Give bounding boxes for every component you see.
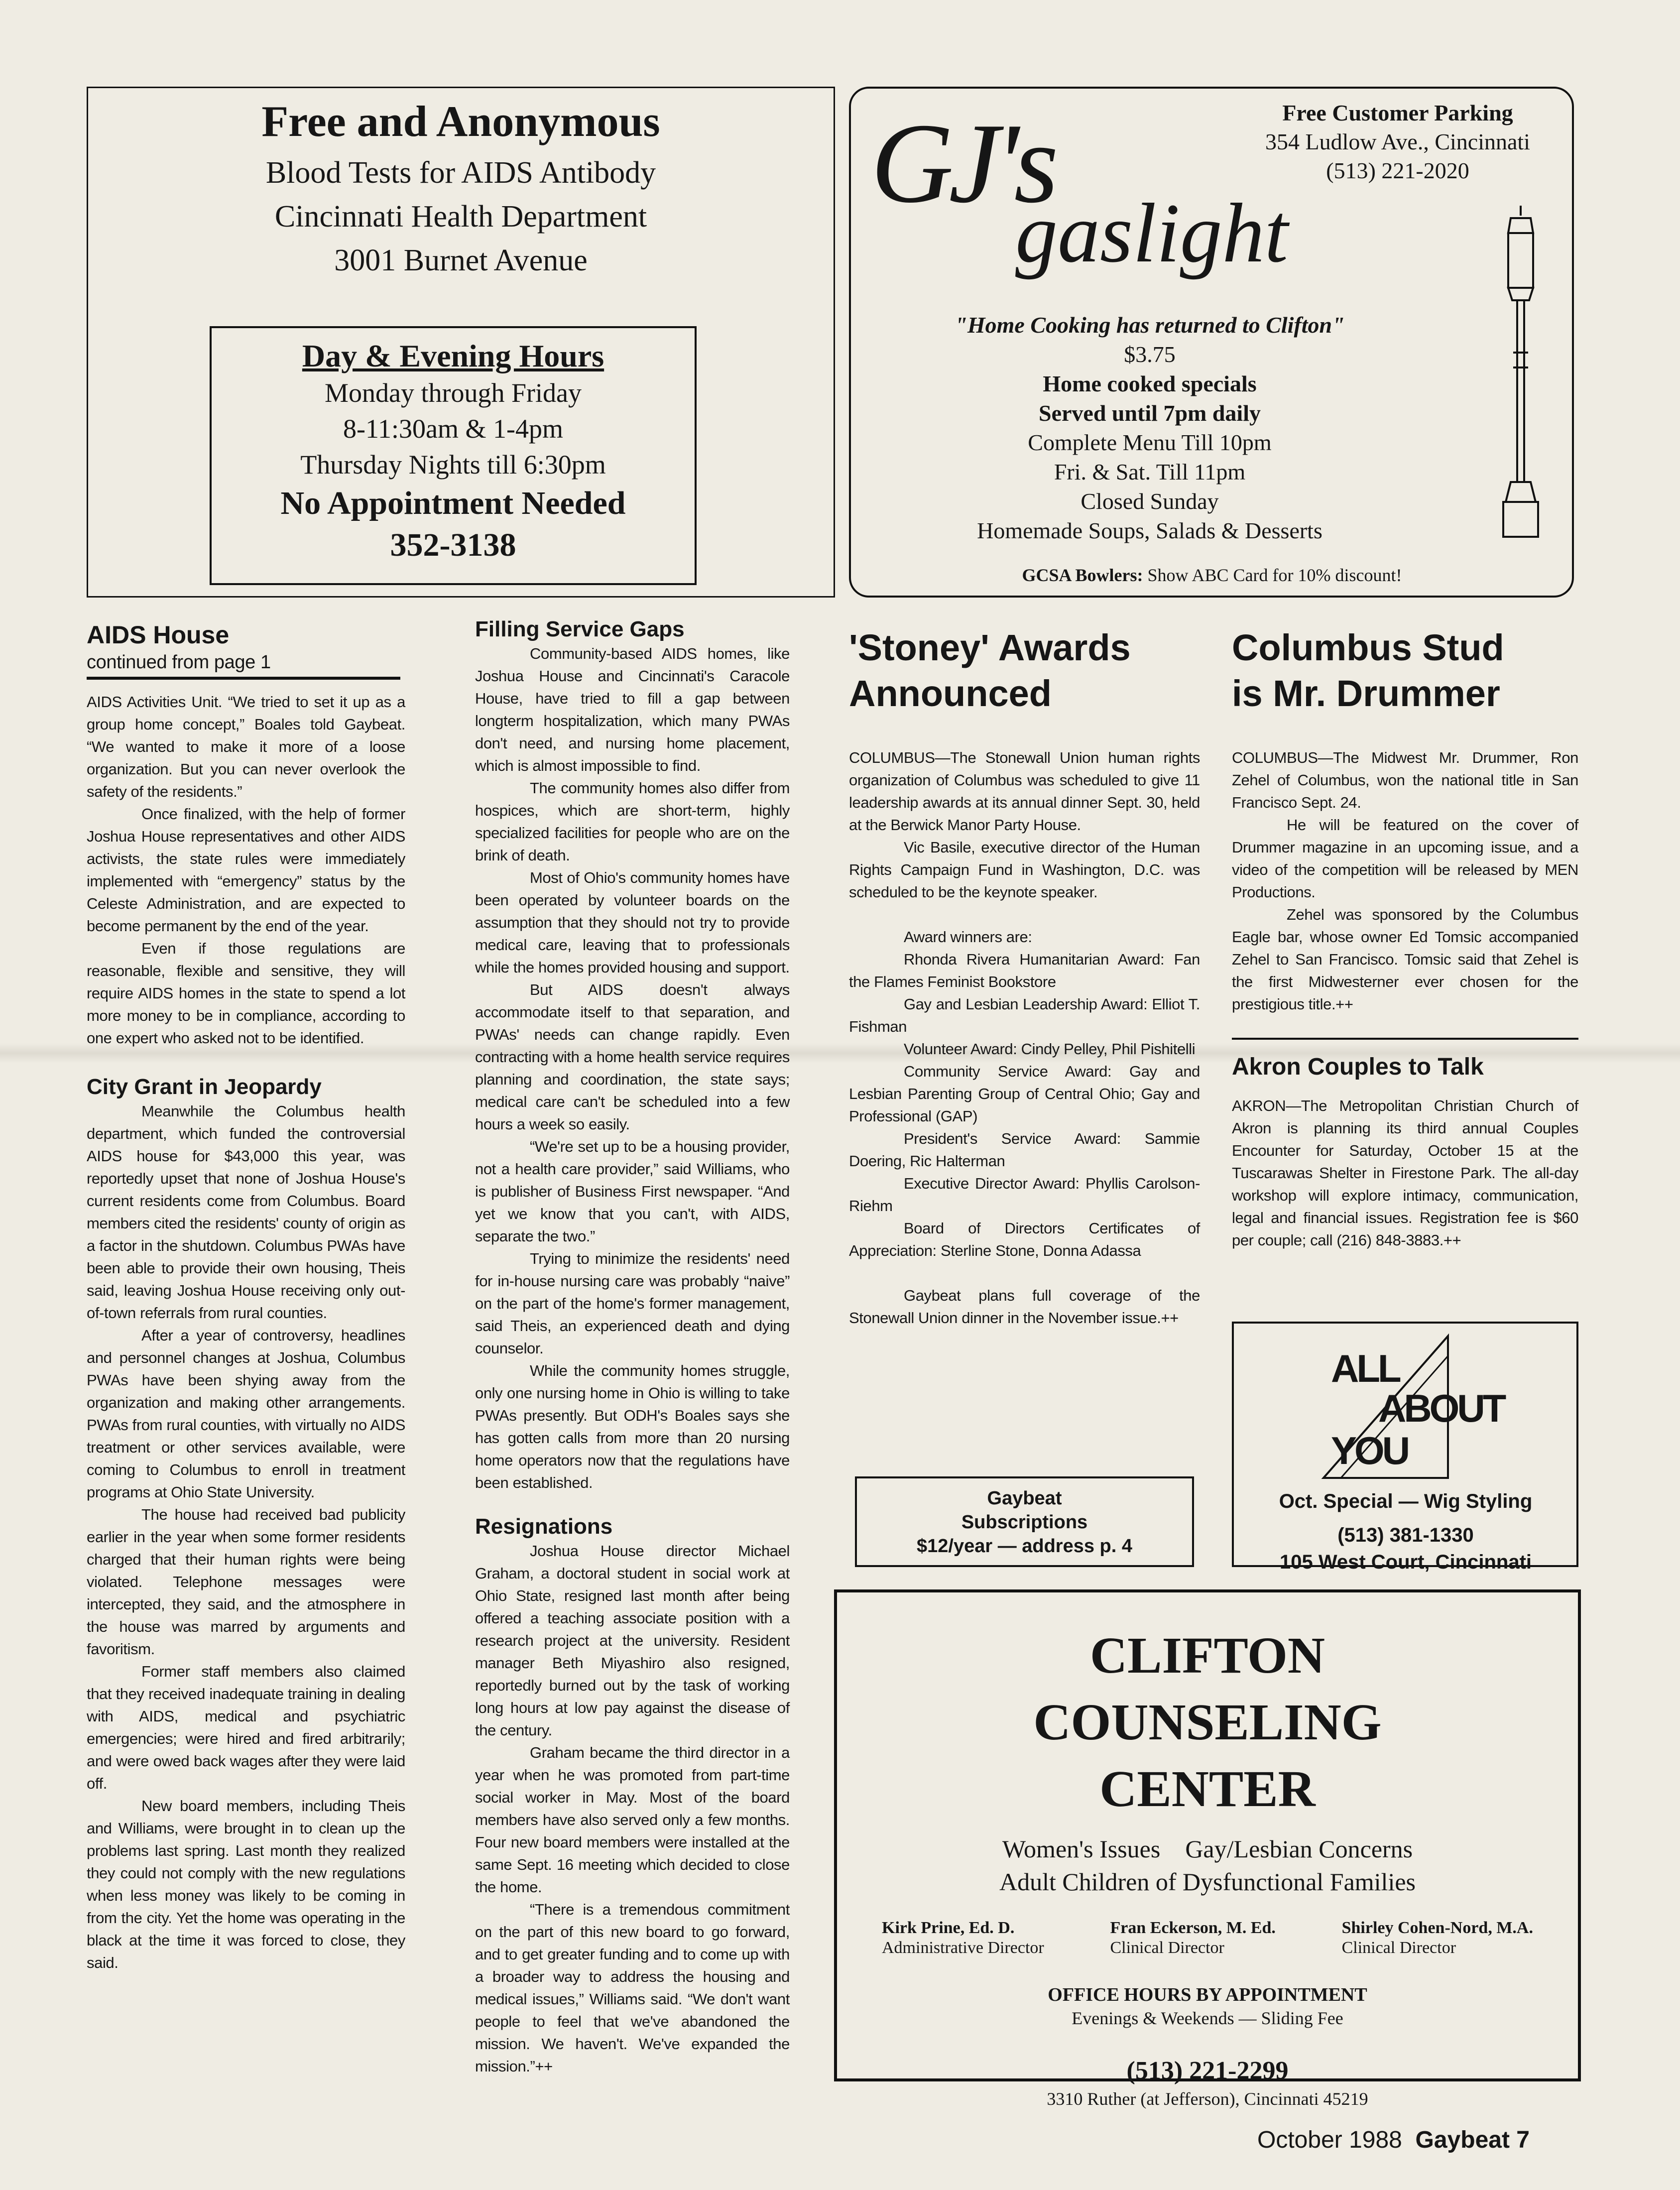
headline: Akron Couples to Talk (1232, 1054, 1484, 1080)
staff-member (882, 1918, 1044, 1958)
paragraph: Former staff members also claimed that they received inadequate training in dealing with AIDS, medical and psychiatric emergencies; were hired and fired arbitrarily; and were owed back wages after they were laid off. (87, 1663, 405, 1792)
address: 105 West Court, Cincinnati (1279, 1551, 1532, 1573)
paragraph: Joshua House director Michael Graham, a doctoral student in social work at Ohio State, resigned last month after being offered a teaching associate position with a research project at the university. Resident manager Beth Miyashiro also resigned, reportedly burned out by the task of working long hours at low pay against the disease of the century. (475, 1542, 790, 1739)
price: $3.75 (1124, 342, 1176, 367)
tagline: "Home Cooking has returned to Clifton" (955, 312, 1345, 338)
center-name: COUNSELING (1033, 1694, 1382, 1751)
page-number: 7 (1516, 2127, 1530, 2153)
award-item: Rhonda Rivera Humanitarian Award: Fan the Flames Feminist Bookstore (849, 951, 1200, 990)
subheadline: Filling Service Gaps (475, 617, 685, 641)
paragraph: Even if those regulations are reasonable, flexible and sensitive, they will require AIDS homes in the state to spend a lot more money to be in compliance, according to one expert who asked not to be identified. (87, 940, 405, 1047)
logo-text: ABOUT (1378, 1386, 1504, 1430)
headline: AIDS House (87, 621, 230, 649)
award-item: Gay and Lesbian Leadership Award: Elliot T. Fishman (849, 995, 1200, 1035)
parking-text: Free Customer Parking (1282, 100, 1513, 125)
bowlers-label: GCSA Bowlers: (1022, 565, 1143, 585)
paragraph: COLUMBUS—The Midwest Mr. Drummer, Ron Zehel of Columbus, won the national title in San Francisco Sept. 24. (1232, 749, 1578, 811)
article-aids-house-continued (475, 616, 790, 2077)
subscriptions-box (855, 1476, 1194, 1567)
subhead: continued from page 1 (87, 652, 271, 673)
ad-line: Cincinnati Health Department (274, 200, 647, 234)
paragraph: COLUMBUS—The Stonewall Union human rights organization of Columbus was scheduled to give 11 leadership awards at its annual dinner Sept. 30, held at the Berwick Manor Party House. (849, 749, 1200, 834)
phone: (513) 221-2020 (1326, 158, 1469, 183)
paragraph: Most of Ohio's community homes have been operated by volunteer boards on the assumption that they should not try to provide medical care, leaving that to professionals while the homes provided housing and support. (475, 869, 790, 976)
subscriptions-line: Subscriptions (961, 1512, 1088, 1533)
paragraph: While the community homes struggle, only one nursing home in Ohio is willing to take PWAs presently. But ODH's Boales says she has gotten calls from more than 20 nursing home operators now that the regulations have been established. (475, 1362, 790, 1491)
special: Served until 7pm daily (1038, 400, 1261, 426)
ad-details (1234, 1488, 1577, 1576)
paragraph: Vic Basile, executive director of the Human Rights Campaign Fund in Washington, D.C. was scheduled to be the keynote speaker. (849, 839, 1200, 901)
special: Home cooked specials (1043, 371, 1257, 396)
paragraph: New board members, including Theis and Williams, were brought in to clean up the problems last spring. Last month they realized they could not comply with the new regulations when less money was likely to be coming in from the city. Yet the home was operating in the black at the time it was forced to close, they said. (87, 1797, 405, 1971)
paragraph: The house had received bad publicity earlier in the year when some former residents charged that their human rights were being violated. Telephone messages were intercepted, they said, and the atmosphere in the house was marred by arguments and favoritism. (87, 1506, 405, 1658)
article-stoney-awards (849, 625, 1200, 1329)
staff-role: Administrative Director (882, 1939, 1044, 1957)
award-item: President's Service Award: Sammie Doering, Ric Halterman (849, 1130, 1200, 1170)
address: 354 Ludlow Ave., Cincinnati (1265, 129, 1530, 154)
divider (87, 677, 400, 680)
paragraph: Once finalized, with the help of former Joshua House representatives and other AIDS activists, the state rules were immediately implemented with “emergency” status by the Celeste Administration, and are expected to become permanent by the end of the year. (87, 805, 405, 935)
lamp-post-icon (1493, 203, 1548, 542)
menu-info (851, 310, 1448, 545)
paragraph: Zehel was sponsored by the Columbus Eagle bar, whose owner Ed Tomsic accompanied Zehel to San Francisco. Tomsic said that Zehel is the first Midwesterner ever chosen for the prestigious title.++ (1232, 906, 1578, 1013)
phone: (513) 381-1330 (1337, 1524, 1474, 1546)
bowlers-note (851, 565, 1573, 586)
subscriptions-line: Gaybeat (987, 1488, 1062, 1509)
staff-role: Clinical Director (1341, 1939, 1456, 1957)
staff-name: Kirk Prine, Ed. D. (882, 1919, 1015, 1937)
ad-gaslight (849, 87, 1574, 598)
center-name: CLIFTON (1090, 1627, 1325, 1684)
no-appointment: No Appointment Needed (280, 485, 626, 521)
paragraph: AKRON—The Metropolitan Christian Church of Akron is planning its third annual Couples Encounter for Saturday, October 15 at the Tuscarawas Shelter in Firestone Park. The all-day workshop will explore intimacy, communication, legal and financial issues. Registration fee is $60 per couple; call (216) 848-3883.++ (1232, 1097, 1578, 1249)
hours-title: OFFICE HOURS BY APPOINTMENT (1048, 1984, 1367, 2005)
hours-box (210, 326, 697, 585)
menu-line: Closed Sunday (1080, 488, 1219, 514)
award-item: Volunteer Award: Cindy Pelley, Phil Pishitelli (904, 1040, 1196, 1058)
logo-text: YOU (1331, 1429, 1408, 1472)
staff-member (1342, 1918, 1533, 1958)
logo-gaslight: gaslight (1015, 186, 1288, 280)
service: Women's Issues (1002, 1835, 1161, 1863)
bowlers-text: Show ABC Card for 10% discount! (1147, 565, 1402, 585)
center-name: CENTER (1099, 1760, 1316, 1818)
ad-clifton-counseling (834, 1589, 1581, 2109)
paragraph: Gaybeat plans full coverage of the Stonewall Union dinner in the November issue.++ (849, 1287, 1200, 1327)
menu-line: Complete Menu Till 10pm (1028, 430, 1272, 455)
staff-name: Shirley Cohen-Nord, M.A. (1341, 1919, 1533, 1937)
hours-title: Day & Evening Hours (302, 338, 604, 373)
logo-gjs: GJ's (871, 100, 1054, 227)
paragraph: Award winners are: (904, 928, 1032, 946)
paragraph: After a year of controversy, headlines and personnel changes at Joshua, Columbus PWAs have been shying away from the organization and making other arrangements. PWAs from rural counties, with virtually no AIDS treatment or other services available, were coming to Columbus to enroll in treatment programs at Ohio State University. (87, 1327, 405, 1501)
service: Adult Children of Dysfunctional Families (999, 1868, 1416, 1896)
staff-role: Clinical Director (1110, 1939, 1224, 1957)
staff-name: Fran Eckerson, M. Ed. (1110, 1919, 1276, 1937)
hours-line: Thursday Nights till 6:30pm (300, 450, 606, 480)
staff-list (837, 1918, 1578, 1958)
paragraph: He will be featured on the cover of Drummer magazine in an upcoming issue, and a video of the competition will be released by MEN Productions. (1232, 816, 1578, 901)
issue-date: October 1988 (1257, 2127, 1402, 2153)
special: Oct. Special — Wig Styling (1279, 1490, 1533, 1512)
paragraph: Graham became the third director in a year when he was promoted from part-time social worker in May. Most of the board members have also served only a few months. Four new board members were installed at the same Sept. 16 meeting which decided to close the home. (475, 1744, 790, 1896)
subheadline: Resignations (475, 1514, 613, 1539)
menu-line: Fri. & Sat. Till 11pm (1054, 459, 1246, 485)
ad-line: Blood Tests for AIDS Antibody (265, 156, 656, 190)
ad-all-about-you (1232, 1322, 1578, 1573)
paragraph: Community-based AIDS homes, like Joshua House and Cincinnati's Caracole House, have tried to fill a gap between longterm hospitalization, which many PWAs don't need, and nursing home placement, which is almost impossible to find. (475, 645, 790, 774)
subheadline: City Grant in Jeopardy (87, 1075, 322, 1099)
headline: 'Stoney' Awards Announced (849, 627, 1131, 714)
paragraph: Trying to minimize the residents' need for in-house nursing care was probably “naive” on the part of the home's former management, said Theis, an experienced death and dying counselor. (475, 1250, 790, 1357)
article-mr-drummer (1232, 625, 1578, 1251)
paragraph: But AIDS doesn't always accommodate itself to that separation, and PWAs' needs can change rapidly. Even contracting with a home health service requires planning and coordination, the state says; medical care can't be scheduled into a few hours a week so easily. (475, 981, 790, 1133)
divider (1232, 1038, 1578, 1040)
phone: 352-3138 (390, 527, 516, 563)
article-aids-house (87, 620, 405, 1974)
paragraph: AIDS Activities Unit. “We tried to set it up as a group home concept,” Boales told Gaybeat. “We wanted to make it more of a loose organization. But you can never overlook the safety of the residents.” (87, 693, 405, 800)
ad-blood-test (87, 87, 835, 598)
paragraph: Meanwhile the Columbus health department, which funded the controversial AIDS house for $43,000 this year, was reportedly upset that none of Joshua House's current residents come from Columbus. Board members cited the residents' county of origin as a factor in the shutdown. Columbus PWAs have been able to provide their own housing, Theis said, leaving Joshua House receiving only out-of-town referrals from rural counties. (87, 1102, 405, 1322)
paragraph: “We're set up to be a housing provider, not a health care provider,” said Williams, who is publisher of Business First newspaper. “And yet we know that you can't, with AIDS, separate the two.” (475, 1138, 790, 1245)
phone: (513) 221-2299 (1126, 2057, 1289, 2085)
staff-member (1110, 1918, 1275, 1958)
menu-line: Homemade Soups, Salads & Desserts (977, 518, 1322, 543)
service: Gay/Lesbian Concerns (1185, 1835, 1413, 1863)
page-footer (1257, 2126, 1530, 2154)
paragraph: The community homes also differ from hospices, which are short-term, highly specialized facilities for people who are on the brink of death. (475, 779, 790, 864)
award-item: Board of Directors Certificates of Appreciation: Sterline Stone, Donna Adassa (849, 1219, 1200, 1259)
logo-text: ALL (1331, 1346, 1399, 1390)
paragraph: “There is a tremendous commitment on the part of this new board to go forward, and to get greater funding and to come up with a broader way to address the housing and medical issues,” Williams said. “We don't want people to feel that we've abandoned the mission. We haven't. We've expanded the mission.”++ (475, 1901, 790, 2075)
parking-info (1258, 99, 1537, 185)
services (837, 1832, 1578, 1865)
award-item: Executive Director Award: Phyllis Carolson-Riehm (849, 1175, 1200, 1215)
ad-line: 3001 Burnet Avenue (334, 243, 588, 277)
hours-line: 8-11:30am & 1-4pm (343, 414, 563, 444)
ad-title: Free and Anonymous (261, 98, 660, 146)
hours-line: Monday through Friday (325, 378, 582, 408)
publication-name: Gaybeat (1415, 2127, 1510, 2153)
headline: Columbus Stud is Mr. Drummer (1232, 627, 1504, 714)
hours-text: Evenings & Weekends — Sliding Fee (1072, 2008, 1343, 2028)
subscriptions-price: $12/year — address p. 4 (916, 1536, 1133, 1557)
address: 3310 Ruther (at Jefferson), Cincinnati 45219 (1047, 2089, 1368, 2109)
award-item: Community Service Award: Gay and Lesbian Parenting Group of Central Ohio; Gay and Professional (GAP) (849, 1063, 1200, 1125)
